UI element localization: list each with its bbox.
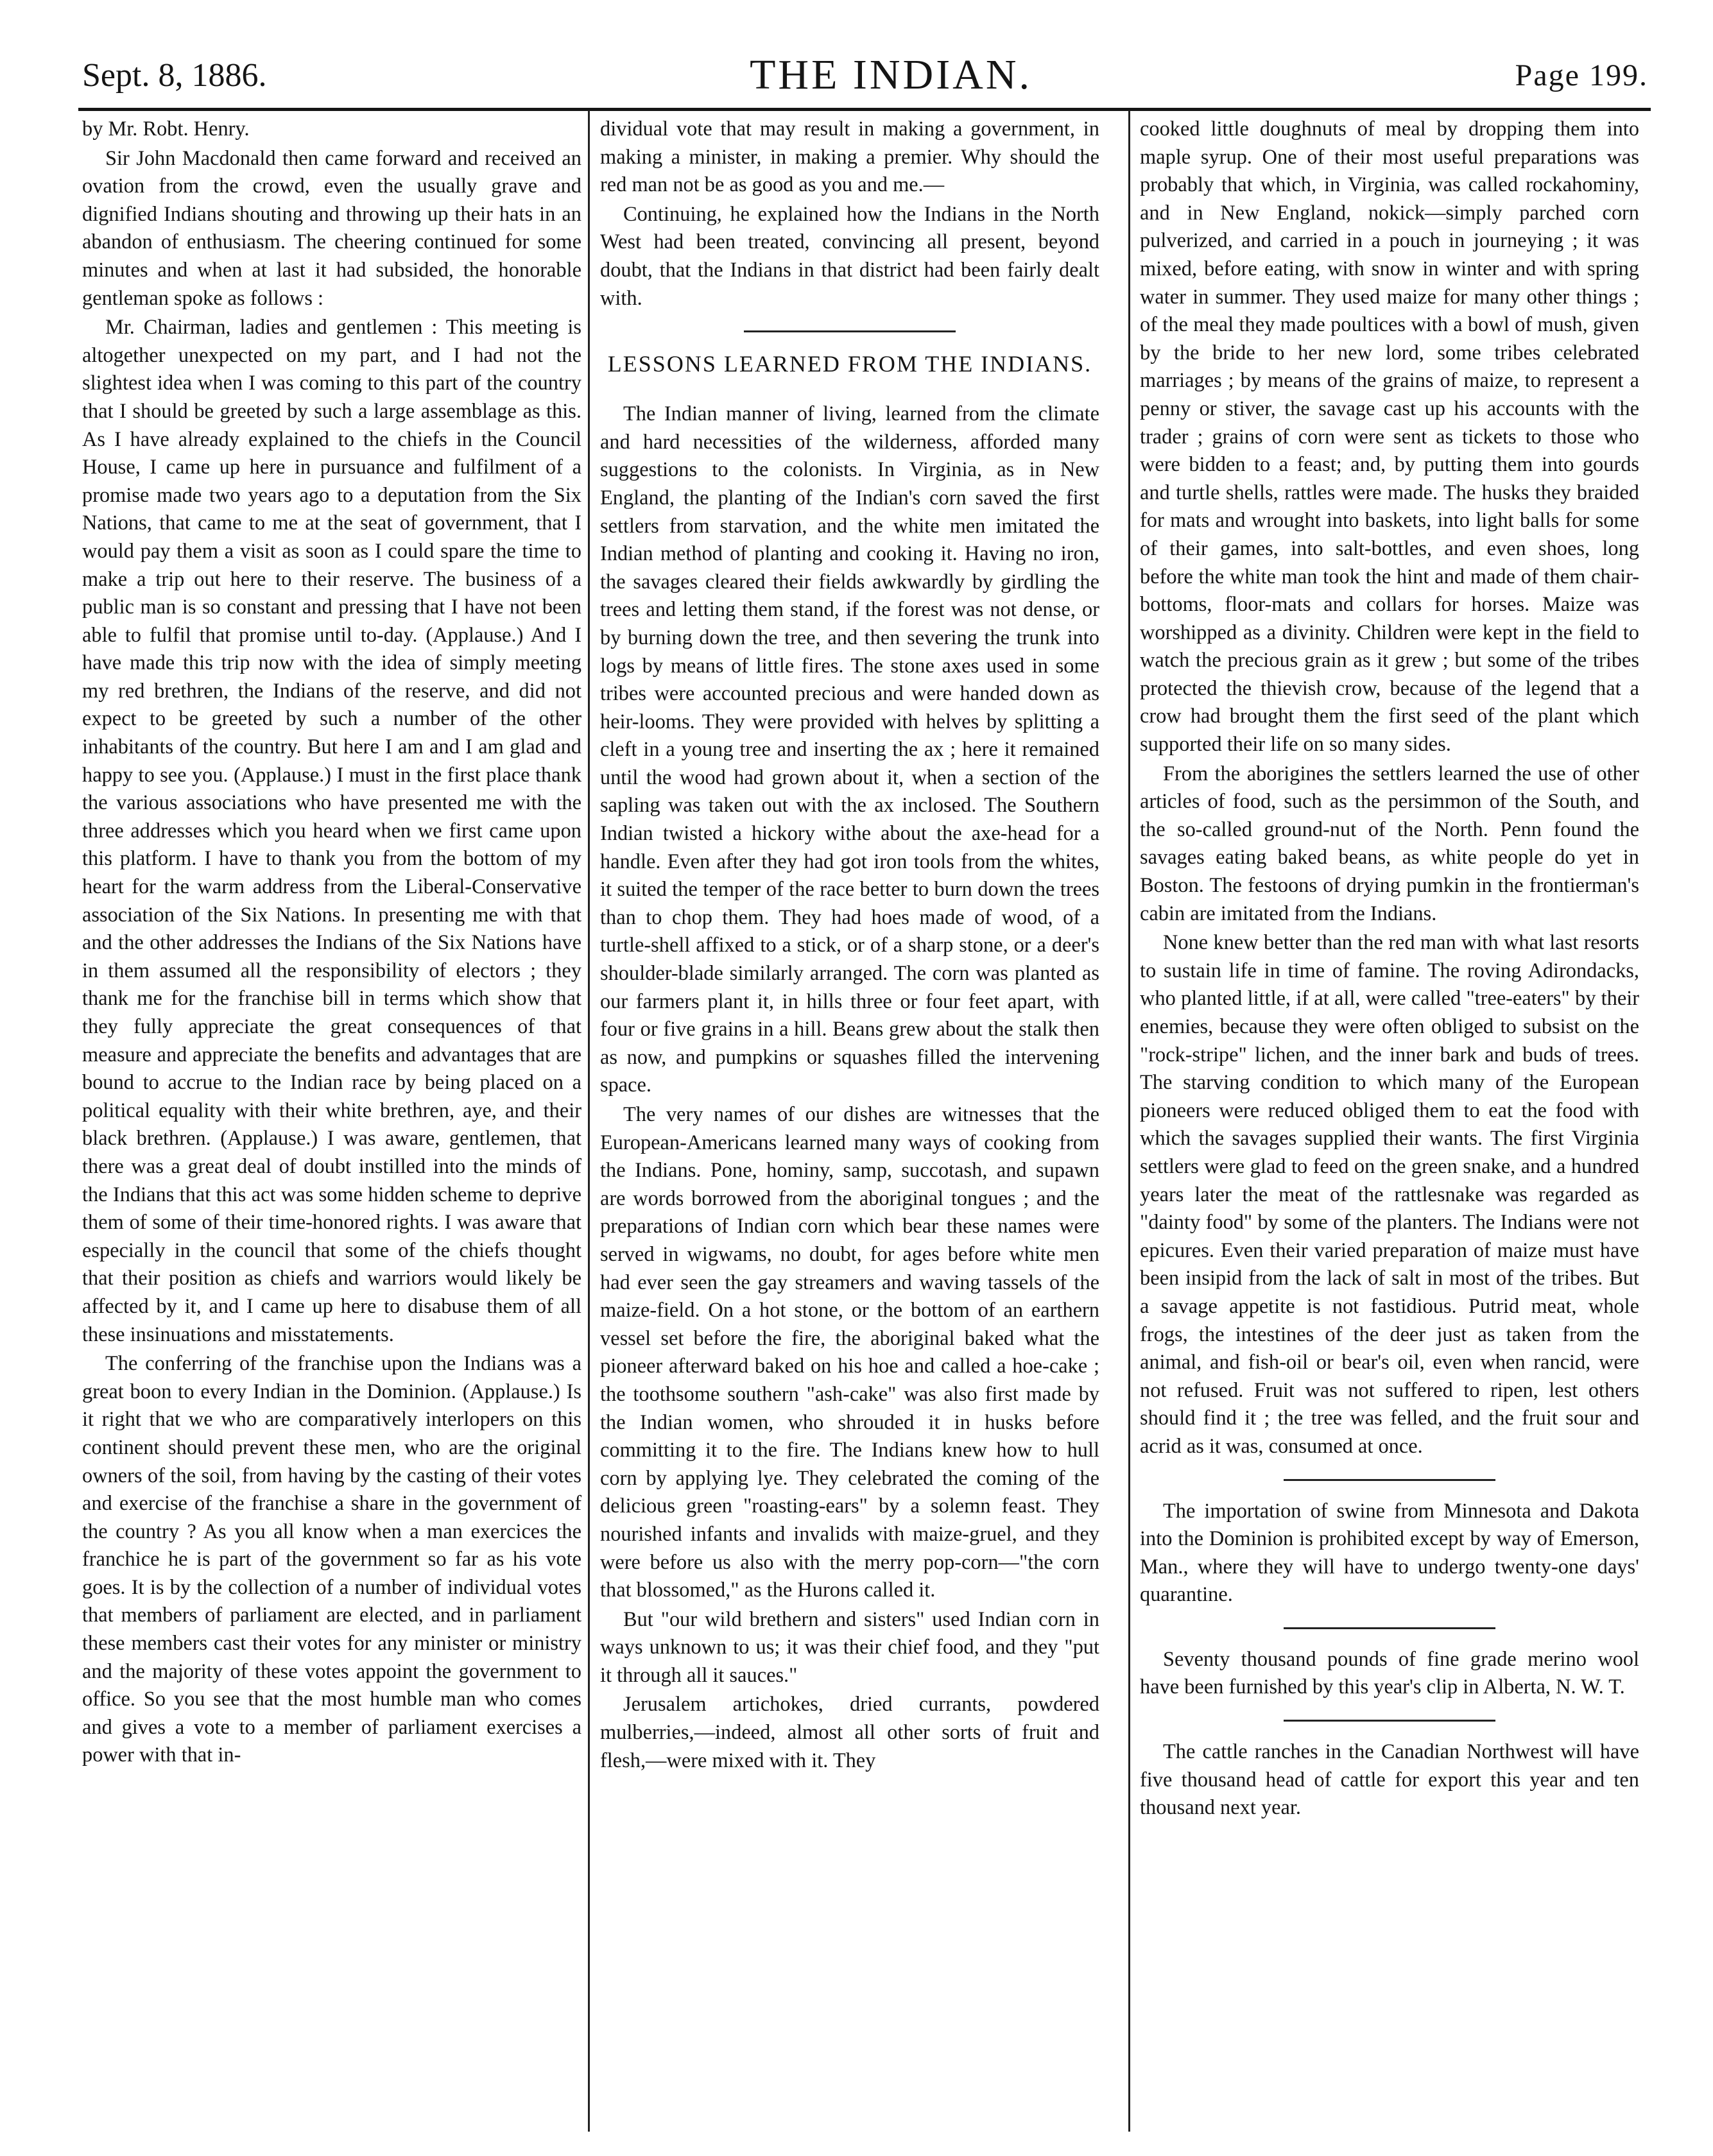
article-heading: LESSONS LEARNED FROM THE INDIANS.	[607, 351, 1092, 377]
section-rule	[744, 330, 956, 332]
page-number: Page 199.	[1515, 58, 1648, 92]
paragraph: The very names of our dishes are witnesses that the European-Americans learned many ways of cooking from the Indians. Pone, hominy, samp, succotash, and supawn are words borrowed from the aboriginal tongues ; and the preparations of Indian corn which bear these names were served in wigwams, no doubt, for ages before white men had ever seen the gay streamers and waving tassels of the maize-field. On a hot stone, or the bottom of an earthern vessel set before the fire, the aboriginal baked what the pioneer afterward baked on his hoe and called a hoe-cake ; the toothsome southern "ash-cake" was also first made by the Indian women, who shrouded it in husks before committing it to the fire. The Indians knew how to hull corn by applying lye. They celebrated the coming of the delicious green "roasting-ears" by a solemn feast. They nourished infants and invalids with maize-gruel, and they were before us also with the merry pop-corn—"the corn that blossomed," as the Hurons called it.	[600, 1103, 1099, 1602]
paragraph: Continuing, he explained how the Indians in the North West had been treated, convincing all present, beyond doubt, that the Indians in that district had been fairly dealt with.	[600, 202, 1099, 310]
masthead-title: THE INDIAN.	[750, 51, 1033, 98]
news-note: The importation of swine from Minnesota and Dakota into the Dominion is prohibited except by way of Emerson, Man., where they will have to undergo twenty-one days' quarantine.	[1140, 1499, 1639, 1607]
paragraph: cooked little doughnuts of meal by dropping them into maple syrup. One of their most useful preparations was probably that which, in Virginia, was called rockahominy, and in New England, nokick—simply parched corn pulverized, and carried in a pouch in journeying ; it was mixed, before eating, with snow in winter and with spring water in summer. They used maize for many other things ; of the meal they made poultices with a bowl of mush, given by the bride to her new lord, some tribes celebrated marriages ; by means of the grains of maize, to represent a penny or stiver, the savage cast up his accounts with the trader ; grains of corn were sent as tickets to those who were bidden to a feast; and, by putting them into gourds and turtle shells, rattles were made. The husks they braided for mats and wrought into baskets, into light balls for some of their games, into salt-bottles, and even shoes, long before the white man took the hint and made of them chair-bottoms, floor-mats and collars for horses. Maize was worshipped as a divinity. Children were kept in the field to watch the precious grain as it grew ; but some of the tribes protected the thievish crow, because of the legend that a crow had brought them the first seed of the plant which supported their life on so many sides.	[1140, 117, 1639, 757]
news-note: Seventy thousand pounds of fine grade merino wool have been furnished by this year's clip in Alberta, N. W. T.	[1140, 1647, 1639, 1699]
paragraph: by Mr. Robt. Henry.	[82, 117, 250, 141]
section-rule	[1284, 1479, 1495, 1481]
column-3	[1140, 116, 1639, 2124]
paragraph: dividual vote that may result in making a government, in making a minister, in making a premier. Why should the red man not be as good as you and me.—	[600, 117, 1099, 197]
paragraph: From the aborigines the settlers learned the use of other articles of food, such as the persimmon of the South, and the so-called ground-nut of the North. Penn found the savages eating baked beans, as white people do yet in Boston. The festoons of drying pumkin in the frontierman's cabin are imitated from the Indians.	[1140, 762, 1639, 925]
paragraph: The Indian manner of living, learned from the climate and hard necessities of the wilderness, afforded many suggestions to the colonists. In Virginia, as in New England, the planting of the Indian's corn saved the first settlers from starvation, and the white men imitated the Indian method of planting and cooking it. Having no iron, the savages cleared their fields awkwardly by girdling the trees and letting them stand, if the forest was not dense, or by burning down the tree, and then severing the trunk into logs by means of little fires. The stone axes used in some tribes were accounted precious and were handed down as heir-looms. They were provided with helves by splitting a cleft in a young tree and inserting the ax ; here it remained until the wood had grown about it, when a section of the sapling was taken out with the ax inclosed. The Southern Indian twisted a hickory withe about the axe-head for a handle. Even after they had got iron tools from the whites, it suited the temper of the race better to burn down the trees than to chop them. They had hoes made of wood, of a turtle-shell affixed to a stick, or of a sharp stone, or a deer's shoulder-blade similarly arranged. The corn was planted as our farmers plant it, in hills three or four feet apart, with four or five grains in a hill. Beans grew about the stalk then as now, and pumpkins or squashes filled the intervening space.	[600, 402, 1099, 1097]
column-1	[82, 116, 581, 2124]
column-divider-1	[588, 110, 590, 2132]
paragraph: Jerusalem artichokes, dried currants, powdered mulberries,—indeed, almost all other sorts of fruit and flesh,—were mixed with it. They	[600, 1693, 1099, 1772]
paragraph: The conferring of the franchise upon the Indians was a great boon to every Indian in the Dominion. (Applause.) Is it right that we who are comparatively interlopers on this continent should prevent these men, who are the original owners of the soil, from having by the casting of their votes and exercise of the franchise a share in the government of the country ? As you all know when a man exercices the franchice he is part of the government so far as his vote goes. It is by the collection of a number of individual votes that members of parliament are elected, and in parliament these members cast their votes for any minister or ministry and the majority of these votes appoint the government to office. So you see that the most humble man who comes and gives a vote to a member of parliament exercises a power with that in-	[82, 1352, 581, 1767]
issue-date: Sept. 8, 1886.	[82, 56, 267, 94]
paragraph: But "our wild brethern and sisters" used Indian corn in ways unknown to us; it was their chief food, and they "put it through all it sauces."	[600, 1607, 1099, 1687]
section-rule	[1284, 1720, 1495, 1722]
paragraph: None knew better than the red man with what last resorts to sustain life in time of famine. The roving Adirondacks, who planted little, if at all, were called "tree-eaters" by their enemies, because they were often obliged to subsist on the "rock-stripe" lichen, and the inner bark and buds of trees. The starving condition to which many of the European pioneers were reduced obliged them to eat the food with which the savages supplied their wants. The first Virginia settlers were glad to feed on the green snake, and a hundred years later the meat of the rattlesnake was regarded as "dainty food" by some of the planters. The Indians were not epicures. Even their varied preparation of maize must have been insipid from the lack of salt in most of the tribes. But a savage appetite is not fastidious. Putrid meat, whole frogs, the intestines of the deer just as taken from the animal, and fish-oil or bear's oil, even when rancid, were not refused. Fruit was not suffered to ripen, lest others should find it ; the tree was felled, and the fruit sour and acrid as it was, consumed at once.	[1140, 931, 1639, 1458]
header-rule	[78, 108, 1651, 111]
column-2	[600, 116, 1099, 2124]
spacer	[600, 391, 1099, 400]
paragraph: Mr. Chairman, ladies and gentlemen : This meeting is altogether unexpected on my part, and I had not the slightest idea when I was coming to this part of the country that I should be greeted by such a large assemblage as this. As I have already explained to the chiefs in the Council House, I came up here in pursuance and fulfilment of a promise made two years ago to a deputation from the Six Nations, that came to me at the seat of government, that I would pay them a visit as soon as I could spare the time to make a trip out here to their reserve. The business of a public man is so constant and pressing that I have not been able to fulfil that promise until to-day. (Applause.) And I have made this trip now with the idea of simply meeting my red brethren, the Indians of the reserve, and did not expect to be greeted by such a number of the other inhabitants of the country. But here I am and I am glad and happy to see you. (Applause.) I must in the first place thank the various associations who have presented me with the three addresses which you heard when we first came upon this platform. I have to thank you from the bottom of my heart for the warm address from the Liberal-Conservative association of the Six Nations. In presenting me with that and the other addresses the Indians of the Six Nations have in them assumed all the responsibility of electors ; they thank me for the franchise bill in terms which show that they fully appreciate the great consequences of that measure and appreciate the benefits and advantages that are bound to accrue to the Indian race by being placed on a political equality with their white brethren, aye, and their black brethren. (Applause.) I was aware, gentlemen, that there was a great deal of doubt instilled into the minds of the Indians that this act was some hidden scheme to deprive them of some of their time-honored rights. I was aware that especially in the council that some of the chiefs thought that their position as chiefs and warriors would likely be affected by it, and I came up here to disabuse them of all these insinuations and misstatements.	[82, 316, 581, 1346]
section-rule	[1284, 1627, 1495, 1629]
column-divider-2	[1128, 110, 1130, 2132]
page-header	[82, 46, 1648, 104]
paragraph: Sir John Macdonald then came forward and received an ovation from the crowd, even the usually grave and dignified Indians shouting and throwing up their hats in an abandon of enthusiasm. The cheering continued for some minutes and when at last it had subsided, the honorable gentleman spoke as follows :	[82, 146, 581, 310]
news-note: The cattle ranches in the Canadian Northwest will have five thousand head of cattle for export this year and ten thousand next year.	[1140, 1740, 1639, 1820]
